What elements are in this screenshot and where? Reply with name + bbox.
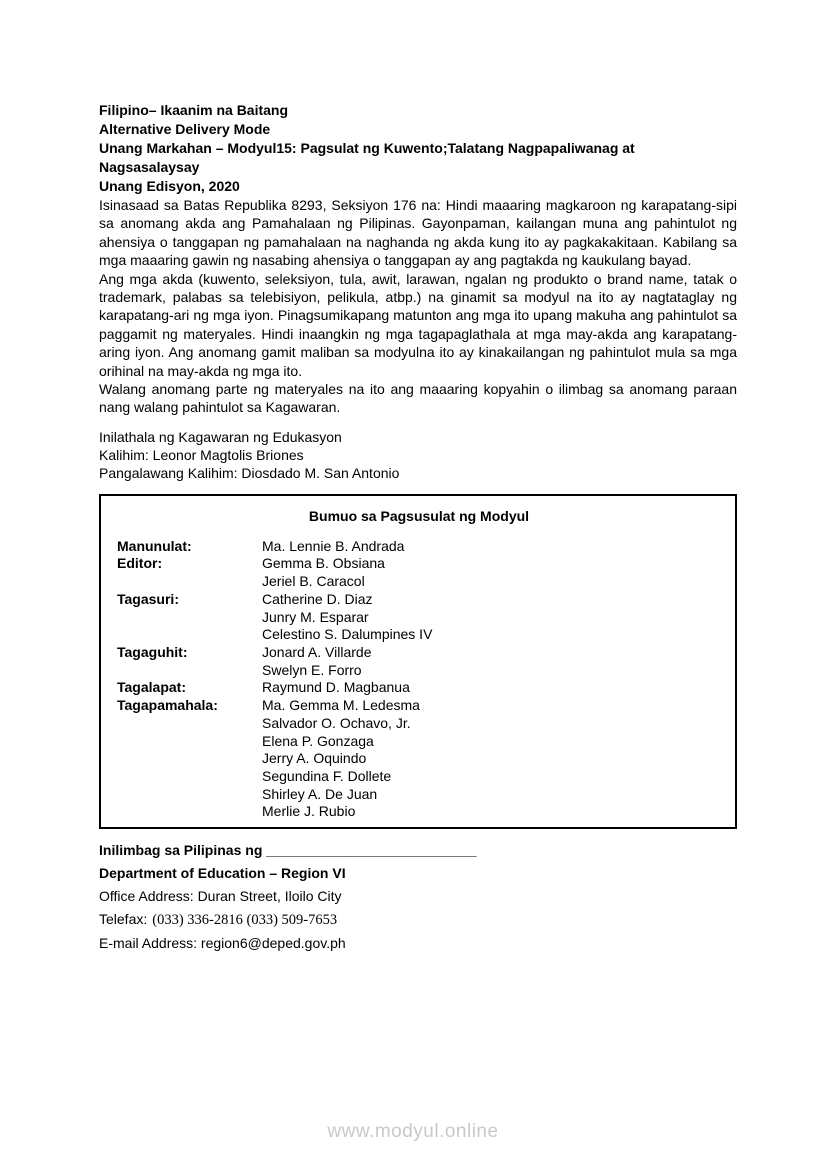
credits-row-tagalapat [117, 679, 721, 697]
credits-name: Ma. Gemma M. Ledesma [262, 697, 420, 714]
credits-name: Celestino S. Dalumpines IV [262, 626, 433, 643]
copyright-paragraph-1: Isinasaad sa Batas Republika 8293, Seksiyon 176 na: Hindi maaaring magkaroon ng karapatang-sipi sa anomang akda ang Pamahalaan ng Pilipinas. Gayonpaman, kailangan muna ang pahintulot ng ahensiya o tanggapan ng pamahalaan na naghanda ng akda kung ito ay pagkakakitaan. Kabilang sa mga maaaring gawin ng nasabing ahensiya o tanggapan ay ang pagtakda ng kaukulang bayad. [99, 197, 737, 269]
copyright-paragraph-2: Ang mga akda (kuwento, seleksiyon, tula, awit, larawan, ngalan ng produkto o brand name, tatak o trademark, palabas sa telebisiyon, pelikula, atbp.) na ginamit sa modyul na ito ay nagtataglay ng karapatang-ari ng mga iyon. Pinagsumikapang matunton ang mga ito upang makuha ang pahintulot sa paggamit ng materyales. Hindi inaangkin ng mga tagapaglathala at mga may-akda ang karapatang-aring iyon. Ang anomang gamit maliban sa modyulna ito ay kinakailangan ng pahintulot mula sa mga orihinal na may-akda ng mga ito. [99, 270, 737, 379]
credits-name: Elena P. Gonzaga [262, 732, 374, 749]
credits-name: Swelyn E. Forro [262, 661, 362, 678]
credits-role-label: Editor: [117, 555, 163, 572]
credits-role-label: Manunulat: [117, 537, 192, 554]
credits-names [262, 644, 721, 679]
credits-name: Shirley A. De Juan [262, 785, 378, 802]
module-delivery-mode-line: Alternative Delivery Mode [99, 121, 271, 137]
credits-box [99, 494, 737, 829]
credits-name: Merlie J. Rubio [262, 803, 356, 820]
credits-name: Catherine D. Diaz [262, 590, 373, 607]
credits-row-tagasuri [117, 591, 721, 644]
credits-role-label: Tagalapat: [117, 679, 186, 696]
credits-row-tagaguhit [117, 644, 721, 679]
credits-role-label: Tagaguhit: [117, 643, 188, 660]
credits-row-manunulat [117, 538, 721, 556]
credits-row-tagapamahala [117, 697, 721, 821]
credits-role-label: Tagapamahala: [117, 697, 218, 714]
credits-names [262, 555, 721, 590]
printed-in-line: Inilimbag sa Pilipinas ng ___________________________ [99, 842, 477, 859]
telefax-line [99, 910, 737, 930]
credits-row-editor [117, 555, 721, 590]
credits-names [262, 591, 721, 644]
credits-box-title: Bumuo sa Pagsusulat ng Modyul [308, 507, 530, 524]
credits-names [262, 697, 721, 821]
copyright-paragraph-3: Walang anomang parte ng materyales na ito ang maaaring kopyahin o ilimbag sa anomang paraan nang walang pahintulot sa Kagawaran. [99, 381, 737, 416]
credits-name: Junry M. Esparar [262, 608, 369, 625]
credits-name: Raymund D. Magbanua [262, 679, 410, 696]
credits-name: Segundina F. Dollete [262, 767, 392, 784]
credits-name: Gemma B. Obsiana [262, 555, 385, 572]
credits-name: Jonard A. Villarde [262, 643, 372, 660]
telefax-label: Telefax: [99, 911, 148, 928]
credits-name: Salvador O. Ochavo, Jr. [262, 714, 411, 731]
module-header [99, 101, 737, 196]
credits-name: Ma. Lennie B. Andrada [262, 537, 405, 554]
site-watermark: www.modyul.online [327, 1121, 499, 1142]
credits-names [262, 538, 721, 556]
email-address-line: E-mail Address: region6@deped.gov.ph [99, 935, 346, 952]
office-address-line: Office Address: Duran Street, Iloilo City [99, 888, 342, 905]
module-title-line: Unang Markahan – Modyul15: Pagsulat ng Kuwento;Talatang Nagpapaliwanag at Nagsasalaysay [99, 140, 635, 175]
telefax-numbers: (033) 336-2816 (033) 509-7653 [152, 912, 338, 929]
imprint-block [99, 841, 737, 953]
secretary-line: Kalihim: Leonor Magtolis Briones [99, 447, 304, 464]
module-subject-grade-line: Filipino– Ikaanim na Baitang [99, 102, 289, 118]
credits-names [262, 679, 721, 697]
credits-name: Jerry A. Oquindo [262, 750, 367, 767]
department-region-line: Department of Education – Region VI [99, 865, 346, 882]
publisher-line: Inilathala ng Kagawaran ng Edukasyon [99, 428, 342, 445]
credits-role-label: Tagasuri: [117, 590, 179, 607]
credits-name: Jeriel B. Caracol [262, 573, 365, 590]
module-edition-line: Unang Edisyon, 2020 [99, 178, 240, 194]
undersecretary-line: Pangalawang Kalihim: Diosdado M. San Antonio [99, 465, 400, 482]
publisher-block [99, 428, 737, 483]
